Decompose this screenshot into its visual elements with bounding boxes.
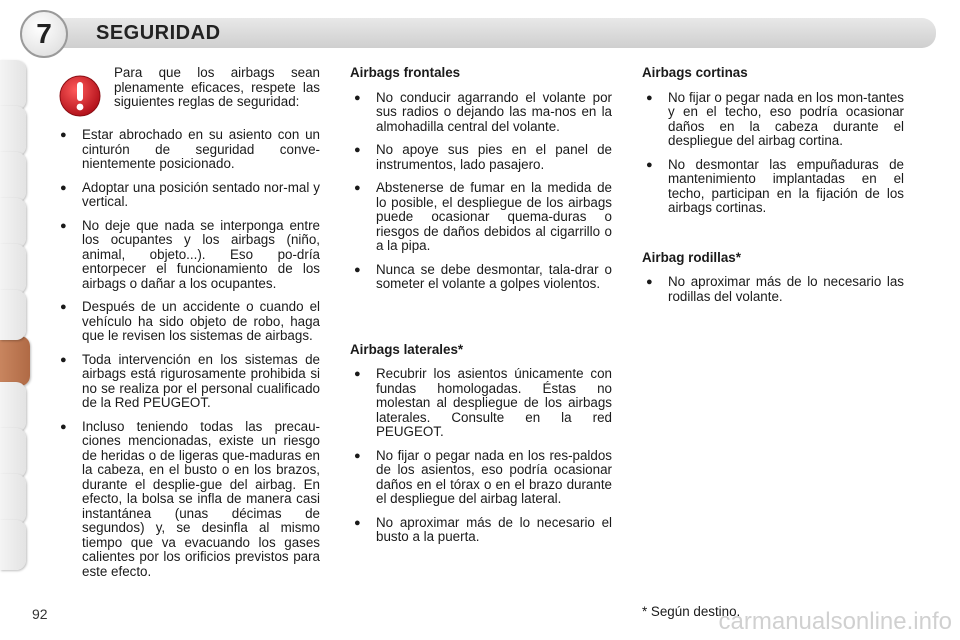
bullet-icon: ●: [60, 353, 67, 366]
page-number: 92: [32, 606, 48, 622]
list-item: [56, 420, 320, 580]
intro-text: Para que los airbags sean plenamente eficaces, respete las siguientes reglas de seguridad:: [114, 65, 320, 109]
chapter-tab[interactable]: [0, 290, 26, 340]
bullet-icon: ●: [354, 182, 361, 194]
list-item: [56, 128, 320, 172]
section-title-curtain: Airbags cortinas: [642, 65, 748, 80]
bullet-icon: ●: [354, 144, 361, 156]
chapter-tab[interactable]: [0, 428, 26, 478]
chapter-tab[interactable]: [0, 244, 26, 294]
list-item-text: Recubrir los asientos únicamente con fundas homologadas. Éstas no molestan al despliegue de los airbags laterales. Consulte en la red PEUGEOT.: [376, 366, 612, 439]
exclamation-warning-icon: [58, 74, 102, 118]
column-curtain-knee: [642, 66, 904, 313]
knee-airbag-list: [642, 275, 904, 304]
page-header: [20, 10, 940, 60]
list-item-text: No aproximar más de lo necesario las rodillas del volante.: [668, 274, 904, 304]
bullet-icon: ●: [354, 91, 361, 104]
chapter-tab[interactable]: [0, 106, 26, 156]
list-item-text: No aproximar más de lo necesario el busto a la puerta.: [376, 514, 612, 544]
page-title: SEGURIDAD: [96, 22, 221, 44]
list-item: [350, 263, 612, 292]
chapter-tab[interactable]: [0, 474, 26, 524]
bullet-icon: ●: [354, 449, 361, 462]
general-rules-list: [56, 128, 320, 579]
bullet-icon: ●: [60, 219, 67, 232]
list-item-text: Estar abrochado en su asiento con un cinturón de seguridad conve-nientemente posicionado.: [82, 127, 320, 171]
bullet-icon: ●: [60, 420, 67, 433]
list-item-text: Incluso teniendo todas las precau-ciones mencionadas, existe un riesgo de heridas o de ligeras que-maduras en la cabeza, en el busto o en los brazos, durante el desplie-gue del airbag. En efecto, la bolsa se infla de manera casi instantánea (unas décimas de segundos) y, se desinfla al mismo tiempo que va evacuando los gases calientes por los orificios previstos para este efecto.: [82, 418, 320, 579]
bullet-icon: ●: [354, 263, 361, 276]
list-item: [350, 143, 612, 172]
chapter-tab[interactable]: [0, 152, 26, 202]
list-item: [56, 219, 320, 292]
bullet-icon: ●: [60, 129, 67, 141]
chapter-number: 7: [20, 10, 68, 58]
bullet-icon: ●: [60, 301, 67, 313]
bullet-icon: ●: [646, 91, 653, 104]
chapter-tab[interactable]: [0, 60, 26, 110]
intro-block: [56, 66, 320, 118]
frontal-airbags-list: [350, 91, 612, 292]
bullet-icon: ●: [354, 516, 361, 529]
bullet-icon: ●: [60, 181, 67, 194]
column-general-rules: [56, 66, 320, 588]
list-item: [642, 275, 904, 304]
list-item: [350, 181, 612, 254]
list-item: [642, 158, 904, 216]
list-item: [56, 353, 320, 411]
chapter-tab[interactable]: [0, 198, 26, 248]
list-item: [350, 449, 612, 507]
bullet-icon: ●: [646, 276, 653, 288]
section-title-knee: Airbag rodillas*: [642, 249, 741, 265]
section-title-frontal: Airbags frontales: [350, 65, 461, 80]
list-item-text: Nunca se debe desmontar, tala-drar o someter el volante a golpes violentos.: [376, 261, 612, 291]
bullet-icon: ●: [646, 158, 653, 171]
chapter-tab[interactable]: [0, 382, 26, 432]
list-item: [350, 91, 612, 135]
list-item-text: Después de un accidente o cuando el vehículo ha sido objeto de robo, haga que le revisen los sistemas de airbags.: [82, 299, 320, 343]
watermark: carmanualsonline.info: [718, 608, 952, 635]
curtain-airbags-list: [642, 91, 904, 216]
bullet-icon: ●: [354, 368, 361, 380]
chapter-tab-rail: [0, 60, 30, 580]
footnote: * Según destino.: [642, 604, 741, 619]
list-item-text: Adoptar una posición sentado nor-mal y vertical.: [82, 179, 320, 209]
section-title-lateral: Airbags laterales*: [350, 341, 464, 357]
list-item-text: No conducir agarrando el volante por sus radios o dejando las ma-nos en la almohadilla central del volante.: [376, 89, 612, 134]
list-item-text: No deje que nada se interponga entre los ocupantes y los airbags (niño, animal, objeto...). Eso po-dría entorpecer el funcionamiento de los airbags o dañar a los ocupantes.: [82, 217, 320, 291]
chapter-tab[interactable]: [0, 520, 26, 570]
list-item-text: No desmontar las empuñaduras de mantenimiento implantadas en el techo, participan en la fijación de los airbags cortinas.: [668, 156, 904, 215]
list-item: [350, 367, 612, 440]
list-item: [350, 516, 612, 545]
chapter-tab-active[interactable]: [0, 336, 30, 386]
list-item: [642, 91, 904, 149]
column-frontal-lateral: [350, 66, 612, 554]
list-item-text: Abstenerse de fumar en la medida de lo posible, el despliegue de los airbags puede ocasionar quema-duras o riesgos de daños debidos al cigarrillo o a la pipa.: [376, 180, 612, 253]
list-item-text: No fijar o pegar nada en los mon-tantes y en el techo, eso podría ocasionar daños en la cabeza durante el despliegue del airbag cortina.: [668, 89, 904, 148]
list-item-text: No apoye sus pies en el panel de instrumentos, lado pasajero.: [376, 142, 612, 172]
list-item: [56, 181, 320, 210]
list-item: [56, 300, 320, 344]
list-item-text: No fijar o pegar nada en los res-paldos de los asientos, eso podría ocasionar daños en el tórax o en el brazo durante el despliegue del airbag lateral.: [376, 447, 612, 506]
lateral-airbags-list: [350, 367, 612, 545]
list-item-text: Toda intervención en los sistemas de airbags está rigurosamente prohibida si no se realiza por el personal cualificado de la Red PEUGEOT.: [82, 351, 320, 410]
